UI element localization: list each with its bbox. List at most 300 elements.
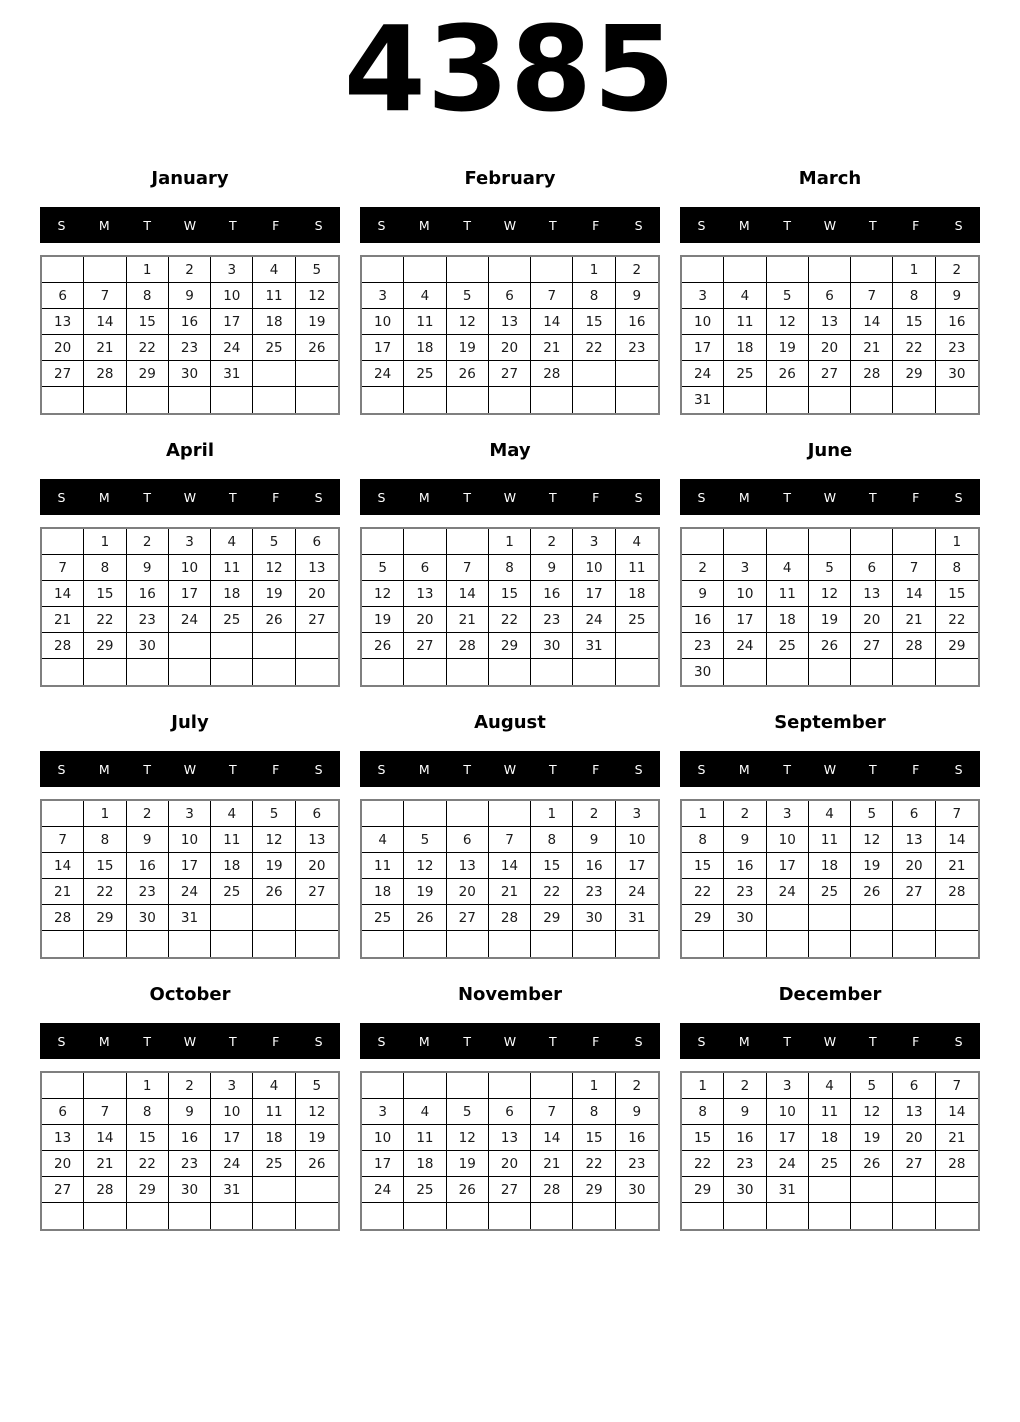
empty-day-cell <box>767 387 809 413</box>
weekday-label: F <box>592 1033 600 1049</box>
day-cell: 13 <box>893 1099 935 1125</box>
day-cell: 29 <box>936 633 978 659</box>
day-cell: 24 <box>362 1177 404 1203</box>
day-cell: 2 <box>616 1073 658 1099</box>
weekday-label: W <box>183 1033 197 1049</box>
empty-day-cell <box>573 361 615 387</box>
day-cell: 22 <box>489 607 531 633</box>
day-cell: 7 <box>851 283 893 309</box>
weekday-label: T <box>229 761 237 777</box>
day-cell: 6 <box>489 283 531 309</box>
day-cell: 29 <box>573 1177 615 1203</box>
day-cell: 4 <box>253 1073 295 1099</box>
empty-day-cell <box>531 387 573 413</box>
weekday-label: S <box>697 217 706 233</box>
empty-day-cell <box>211 633 253 659</box>
weekday-label: S <box>697 761 706 777</box>
weekday-label: T <box>869 1033 877 1049</box>
empty-day-cell <box>851 1203 893 1229</box>
empty-day-cell <box>616 931 658 957</box>
empty-day-cell <box>42 529 84 555</box>
day-cell: 14 <box>936 827 978 853</box>
day-cell: 17 <box>211 1125 253 1151</box>
day-cell: 3 <box>724 555 766 581</box>
weekday-label: F <box>592 489 600 505</box>
day-cell: 31 <box>211 1177 253 1203</box>
month-name: October <box>149 984 231 1005</box>
day-cell: 18 <box>253 1125 295 1151</box>
month <box>360 981 660 1231</box>
day-cell: 21 <box>84 335 126 361</box>
empty-day-cell <box>404 801 446 827</box>
empty-day-cell <box>253 1203 295 1229</box>
day-cell: 21 <box>447 607 489 633</box>
weekday-label: T <box>229 489 237 505</box>
day-cell: 22 <box>682 1151 724 1177</box>
day-cell: 13 <box>489 1125 531 1151</box>
day-cell: 19 <box>447 335 489 361</box>
month-name: March <box>798 168 862 189</box>
day-cell: 20 <box>489 1151 531 1177</box>
day-cell: 27 <box>42 361 84 387</box>
month-name: February <box>464 168 556 189</box>
empty-day-cell <box>573 387 615 413</box>
day-cell: 19 <box>296 309 338 335</box>
day-cell: 7 <box>42 555 84 581</box>
weekday-label: T <box>229 217 237 233</box>
day-cell: 31 <box>767 1177 809 1203</box>
day-cell: 18 <box>362 879 404 905</box>
weekday-label: F <box>592 217 600 233</box>
weekday-label: T <box>143 489 151 505</box>
weekday-label: S <box>377 761 386 777</box>
day-cell: 13 <box>404 581 446 607</box>
day-cell: 8 <box>531 827 573 853</box>
weekday-label: M <box>738 761 750 777</box>
day-cell: 30 <box>936 361 978 387</box>
day-cell: 3 <box>682 283 724 309</box>
day-cell: 23 <box>127 879 169 905</box>
day-cell: 7 <box>936 801 978 827</box>
day-cell: 9 <box>531 555 573 581</box>
year-title: 4385 <box>343 0 677 138</box>
day-cell: 22 <box>573 335 615 361</box>
day-cell: 12 <box>253 827 295 853</box>
weekday-header <box>40 207 340 243</box>
day-cell: 10 <box>211 1099 253 1125</box>
day-cell: 26 <box>296 1151 338 1177</box>
day-cell: 5 <box>253 529 295 555</box>
day-cell: 1 <box>127 257 169 283</box>
day-cell: 1 <box>936 529 978 555</box>
day-cell: 27 <box>489 361 531 387</box>
day-cell: 24 <box>616 879 658 905</box>
empty-day-cell <box>362 529 404 555</box>
weekday-header <box>360 1023 660 1059</box>
day-cell: 14 <box>936 1099 978 1125</box>
day-cell: 11 <box>809 827 851 853</box>
empty-day-cell <box>84 659 126 685</box>
day-cell: 18 <box>404 1151 446 1177</box>
weekday-header <box>360 479 660 515</box>
day-cell: 5 <box>296 1073 338 1099</box>
day-cell: 10 <box>767 1099 809 1125</box>
day-cell: 4 <box>404 283 446 309</box>
day-cell: 22 <box>84 879 126 905</box>
day-cell: 5 <box>362 555 404 581</box>
day-cell: 3 <box>362 1099 404 1125</box>
weekday-label: M <box>418 1033 430 1049</box>
empty-day-cell <box>127 931 169 957</box>
day-cell: 16 <box>169 1125 211 1151</box>
day-cell: 1 <box>489 529 531 555</box>
day-cell: 16 <box>127 581 169 607</box>
day-cell: 18 <box>724 335 766 361</box>
day-cell: 2 <box>682 555 724 581</box>
day-cell: 9 <box>127 555 169 581</box>
day-cell: 19 <box>253 581 295 607</box>
weekday-label: S <box>634 1033 643 1049</box>
empty-day-cell <box>253 387 295 413</box>
day-cell: 13 <box>42 309 84 335</box>
day-cell: 28 <box>531 361 573 387</box>
day-cell: 28 <box>84 1177 126 1203</box>
empty-day-cell <box>211 659 253 685</box>
empty-day-cell <box>936 1177 978 1203</box>
empty-day-cell <box>724 257 766 283</box>
empty-day-cell <box>851 529 893 555</box>
empty-day-cell <box>682 931 724 957</box>
day-cell: 16 <box>616 1125 658 1151</box>
weekday-label: M <box>738 217 750 233</box>
weekday-header <box>680 479 980 515</box>
month-name: April <box>165 440 215 461</box>
day-cell: 26 <box>253 607 295 633</box>
empty-day-cell <box>169 633 211 659</box>
day-cell: 15 <box>682 1125 724 1151</box>
day-cell: 21 <box>851 335 893 361</box>
day-cell: 7 <box>936 1073 978 1099</box>
day-cell: 23 <box>169 1151 211 1177</box>
day-cell: 15 <box>573 1125 615 1151</box>
empty-day-cell <box>84 931 126 957</box>
day-cell: 6 <box>296 529 338 555</box>
day-cell: 28 <box>447 633 489 659</box>
weekday-header <box>680 1023 980 1059</box>
empty-day-cell <box>447 659 489 685</box>
empty-day-cell <box>362 1073 404 1099</box>
day-cell: 21 <box>936 853 978 879</box>
month-name: June <box>807 440 853 461</box>
empty-day-cell <box>489 387 531 413</box>
day-cell: 4 <box>404 1099 446 1125</box>
day-cell: 13 <box>447 853 489 879</box>
weekday-label: M <box>98 1033 110 1049</box>
day-cell: 19 <box>809 607 851 633</box>
day-cell: 22 <box>84 607 126 633</box>
weekday-label: W <box>503 217 517 233</box>
day-cell: 5 <box>404 827 446 853</box>
day-cell: 3 <box>616 801 658 827</box>
calendar-grid <box>40 165 980 1231</box>
month <box>680 981 980 1231</box>
day-cell: 17 <box>573 581 615 607</box>
day-cell: 28 <box>936 1151 978 1177</box>
day-cell: 8 <box>936 555 978 581</box>
day-cell: 22 <box>573 1151 615 1177</box>
day-cell: 23 <box>724 1151 766 1177</box>
day-cell: 12 <box>296 283 338 309</box>
day-cell: 10 <box>616 827 658 853</box>
day-cell: 21 <box>936 1125 978 1151</box>
day-cell: 6 <box>447 827 489 853</box>
day-cell: 26 <box>447 1177 489 1203</box>
day-cell: 21 <box>531 335 573 361</box>
weekday-header <box>680 207 980 243</box>
empty-day-cell <box>447 257 489 283</box>
day-cell: 28 <box>42 905 84 931</box>
empty-day-cell <box>936 387 978 413</box>
empty-day-cell <box>851 1177 893 1203</box>
day-cell: 23 <box>616 1151 658 1177</box>
day-cell: 29 <box>531 905 573 931</box>
empty-day-cell <box>724 1203 766 1229</box>
day-cell: 20 <box>296 581 338 607</box>
day-cell: 20 <box>809 335 851 361</box>
day-cell: 27 <box>42 1177 84 1203</box>
day-cell: 28 <box>851 361 893 387</box>
day-cell: 29 <box>682 1177 724 1203</box>
date-grid <box>680 527 980 687</box>
empty-day-cell <box>724 931 766 957</box>
weekday-label: W <box>183 761 197 777</box>
day-cell: 18 <box>211 581 253 607</box>
day-cell: 25 <box>767 633 809 659</box>
weekday-label: T <box>143 1033 151 1049</box>
day-cell: 18 <box>211 853 253 879</box>
month <box>40 981 340 1231</box>
day-cell: 5 <box>809 555 851 581</box>
day-cell: 16 <box>127 853 169 879</box>
day-cell: 22 <box>682 879 724 905</box>
empty-day-cell <box>767 659 809 685</box>
day-cell: 1 <box>573 257 615 283</box>
day-cell: 21 <box>531 1151 573 1177</box>
day-cell: 20 <box>893 853 935 879</box>
day-cell: 18 <box>616 581 658 607</box>
day-cell: 17 <box>767 853 809 879</box>
day-cell: 7 <box>447 555 489 581</box>
day-cell: 23 <box>127 607 169 633</box>
date-grid <box>40 255 340 415</box>
empty-day-cell <box>489 931 531 957</box>
day-cell: 11 <box>211 827 253 853</box>
day-cell: 30 <box>127 633 169 659</box>
day-cell: 22 <box>936 607 978 633</box>
day-cell: 23 <box>531 607 573 633</box>
day-cell: 3 <box>362 283 404 309</box>
day-cell: 2 <box>169 257 211 283</box>
day-cell: 11 <box>809 1099 851 1125</box>
day-cell: 24 <box>573 607 615 633</box>
empty-day-cell <box>296 633 338 659</box>
day-cell: 17 <box>211 309 253 335</box>
day-cell: 19 <box>253 853 295 879</box>
day-cell: 8 <box>127 283 169 309</box>
day-cell: 18 <box>809 1125 851 1151</box>
empty-day-cell <box>573 659 615 685</box>
day-cell: 13 <box>809 309 851 335</box>
day-cell: 27 <box>893 879 935 905</box>
empty-day-cell <box>767 257 809 283</box>
date-grid <box>360 527 660 687</box>
date-grid <box>680 799 980 959</box>
empty-day-cell <box>809 659 851 685</box>
empty-day-cell <box>893 529 935 555</box>
day-cell: 25 <box>404 361 446 387</box>
weekday-label: W <box>823 489 837 505</box>
day-cell: 30 <box>724 1177 766 1203</box>
day-cell: 30 <box>127 905 169 931</box>
day-cell: 15 <box>127 1125 169 1151</box>
day-cell: 21 <box>84 1151 126 1177</box>
day-cell: 31 <box>573 633 615 659</box>
day-cell: 9 <box>616 1099 658 1125</box>
day-cell: 2 <box>573 801 615 827</box>
day-cell: 16 <box>724 853 766 879</box>
day-cell: 7 <box>893 555 935 581</box>
day-cell: 13 <box>296 555 338 581</box>
day-cell: 19 <box>296 1125 338 1151</box>
day-cell: 19 <box>851 853 893 879</box>
empty-day-cell <box>767 931 809 957</box>
month <box>680 165 980 415</box>
month-name: January <box>151 168 229 189</box>
weekday-label: S <box>954 761 963 777</box>
day-cell: 21 <box>489 879 531 905</box>
empty-day-cell <box>809 387 851 413</box>
day-cell: 18 <box>253 309 295 335</box>
empty-day-cell <box>211 1203 253 1229</box>
day-cell: 5 <box>447 1099 489 1125</box>
empty-day-cell <box>851 387 893 413</box>
day-cell: 31 <box>682 387 724 413</box>
day-cell: 25 <box>211 879 253 905</box>
weekday-label: M <box>98 489 110 505</box>
day-cell: 4 <box>362 827 404 853</box>
weekday-label: T <box>463 1033 471 1049</box>
day-cell: 14 <box>851 309 893 335</box>
day-cell: 27 <box>296 607 338 633</box>
day-cell: 14 <box>84 309 126 335</box>
day-cell: 14 <box>893 581 935 607</box>
day-cell: 20 <box>42 335 84 361</box>
empty-day-cell <box>936 905 978 931</box>
weekday-label: S <box>314 217 323 233</box>
day-cell: 4 <box>809 1073 851 1099</box>
weekday-label: F <box>912 489 920 505</box>
day-cell: 7 <box>42 827 84 853</box>
day-cell: 27 <box>447 905 489 931</box>
day-cell: 23 <box>724 879 766 905</box>
day-cell: 20 <box>851 607 893 633</box>
day-cell: 1 <box>84 801 126 827</box>
empty-day-cell <box>893 905 935 931</box>
day-cell: 11 <box>211 555 253 581</box>
day-cell: 1 <box>893 257 935 283</box>
empty-day-cell <box>936 931 978 957</box>
day-cell: 13 <box>489 309 531 335</box>
weekday-label: F <box>272 761 280 777</box>
weekday-label: S <box>57 489 66 505</box>
day-cell: 26 <box>851 1151 893 1177</box>
empty-day-cell <box>767 529 809 555</box>
day-cell: 9 <box>616 283 658 309</box>
empty-day-cell <box>489 257 531 283</box>
day-cell: 16 <box>169 309 211 335</box>
day-cell: 30 <box>724 905 766 931</box>
weekday-label: F <box>592 761 600 777</box>
day-cell: 26 <box>447 361 489 387</box>
empty-day-cell <box>447 1203 489 1229</box>
weekday-label: T <box>463 761 471 777</box>
empty-day-cell <box>893 1177 935 1203</box>
empty-day-cell <box>296 387 338 413</box>
date-grid <box>360 799 660 959</box>
day-cell: 22 <box>531 879 573 905</box>
day-cell: 25 <box>724 361 766 387</box>
empty-day-cell <box>489 659 531 685</box>
weekday-label: S <box>634 761 643 777</box>
month <box>40 709 340 959</box>
day-cell: 25 <box>362 905 404 931</box>
date-grid <box>680 255 980 415</box>
empty-day-cell <box>616 361 658 387</box>
day-cell: 27 <box>809 361 851 387</box>
empty-day-cell <box>893 659 935 685</box>
day-cell: 4 <box>211 529 253 555</box>
empty-day-cell <box>127 659 169 685</box>
empty-day-cell <box>253 905 295 931</box>
day-cell: 29 <box>682 905 724 931</box>
day-cell: 17 <box>169 853 211 879</box>
day-cell: 20 <box>296 853 338 879</box>
day-cell: 3 <box>211 1073 253 1099</box>
empty-day-cell <box>296 1203 338 1229</box>
weekday-header <box>680 751 980 787</box>
empty-day-cell <box>447 387 489 413</box>
day-cell: 3 <box>767 801 809 827</box>
day-cell: 8 <box>573 283 615 309</box>
month-name: September <box>774 712 886 733</box>
day-cell: 11 <box>724 309 766 335</box>
weekday-label: S <box>57 761 66 777</box>
day-cell: 19 <box>851 1125 893 1151</box>
weekday-label: T <box>463 489 471 505</box>
day-cell: 14 <box>531 309 573 335</box>
empty-day-cell <box>531 659 573 685</box>
day-cell: 7 <box>531 1099 573 1125</box>
day-cell: 6 <box>809 283 851 309</box>
day-cell: 24 <box>767 879 809 905</box>
day-cell: 29 <box>84 905 126 931</box>
day-cell: 5 <box>296 257 338 283</box>
weekday-label: T <box>869 761 877 777</box>
day-cell: 22 <box>127 1151 169 1177</box>
empty-day-cell <box>84 257 126 283</box>
empty-day-cell <box>851 905 893 931</box>
empty-day-cell <box>42 801 84 827</box>
